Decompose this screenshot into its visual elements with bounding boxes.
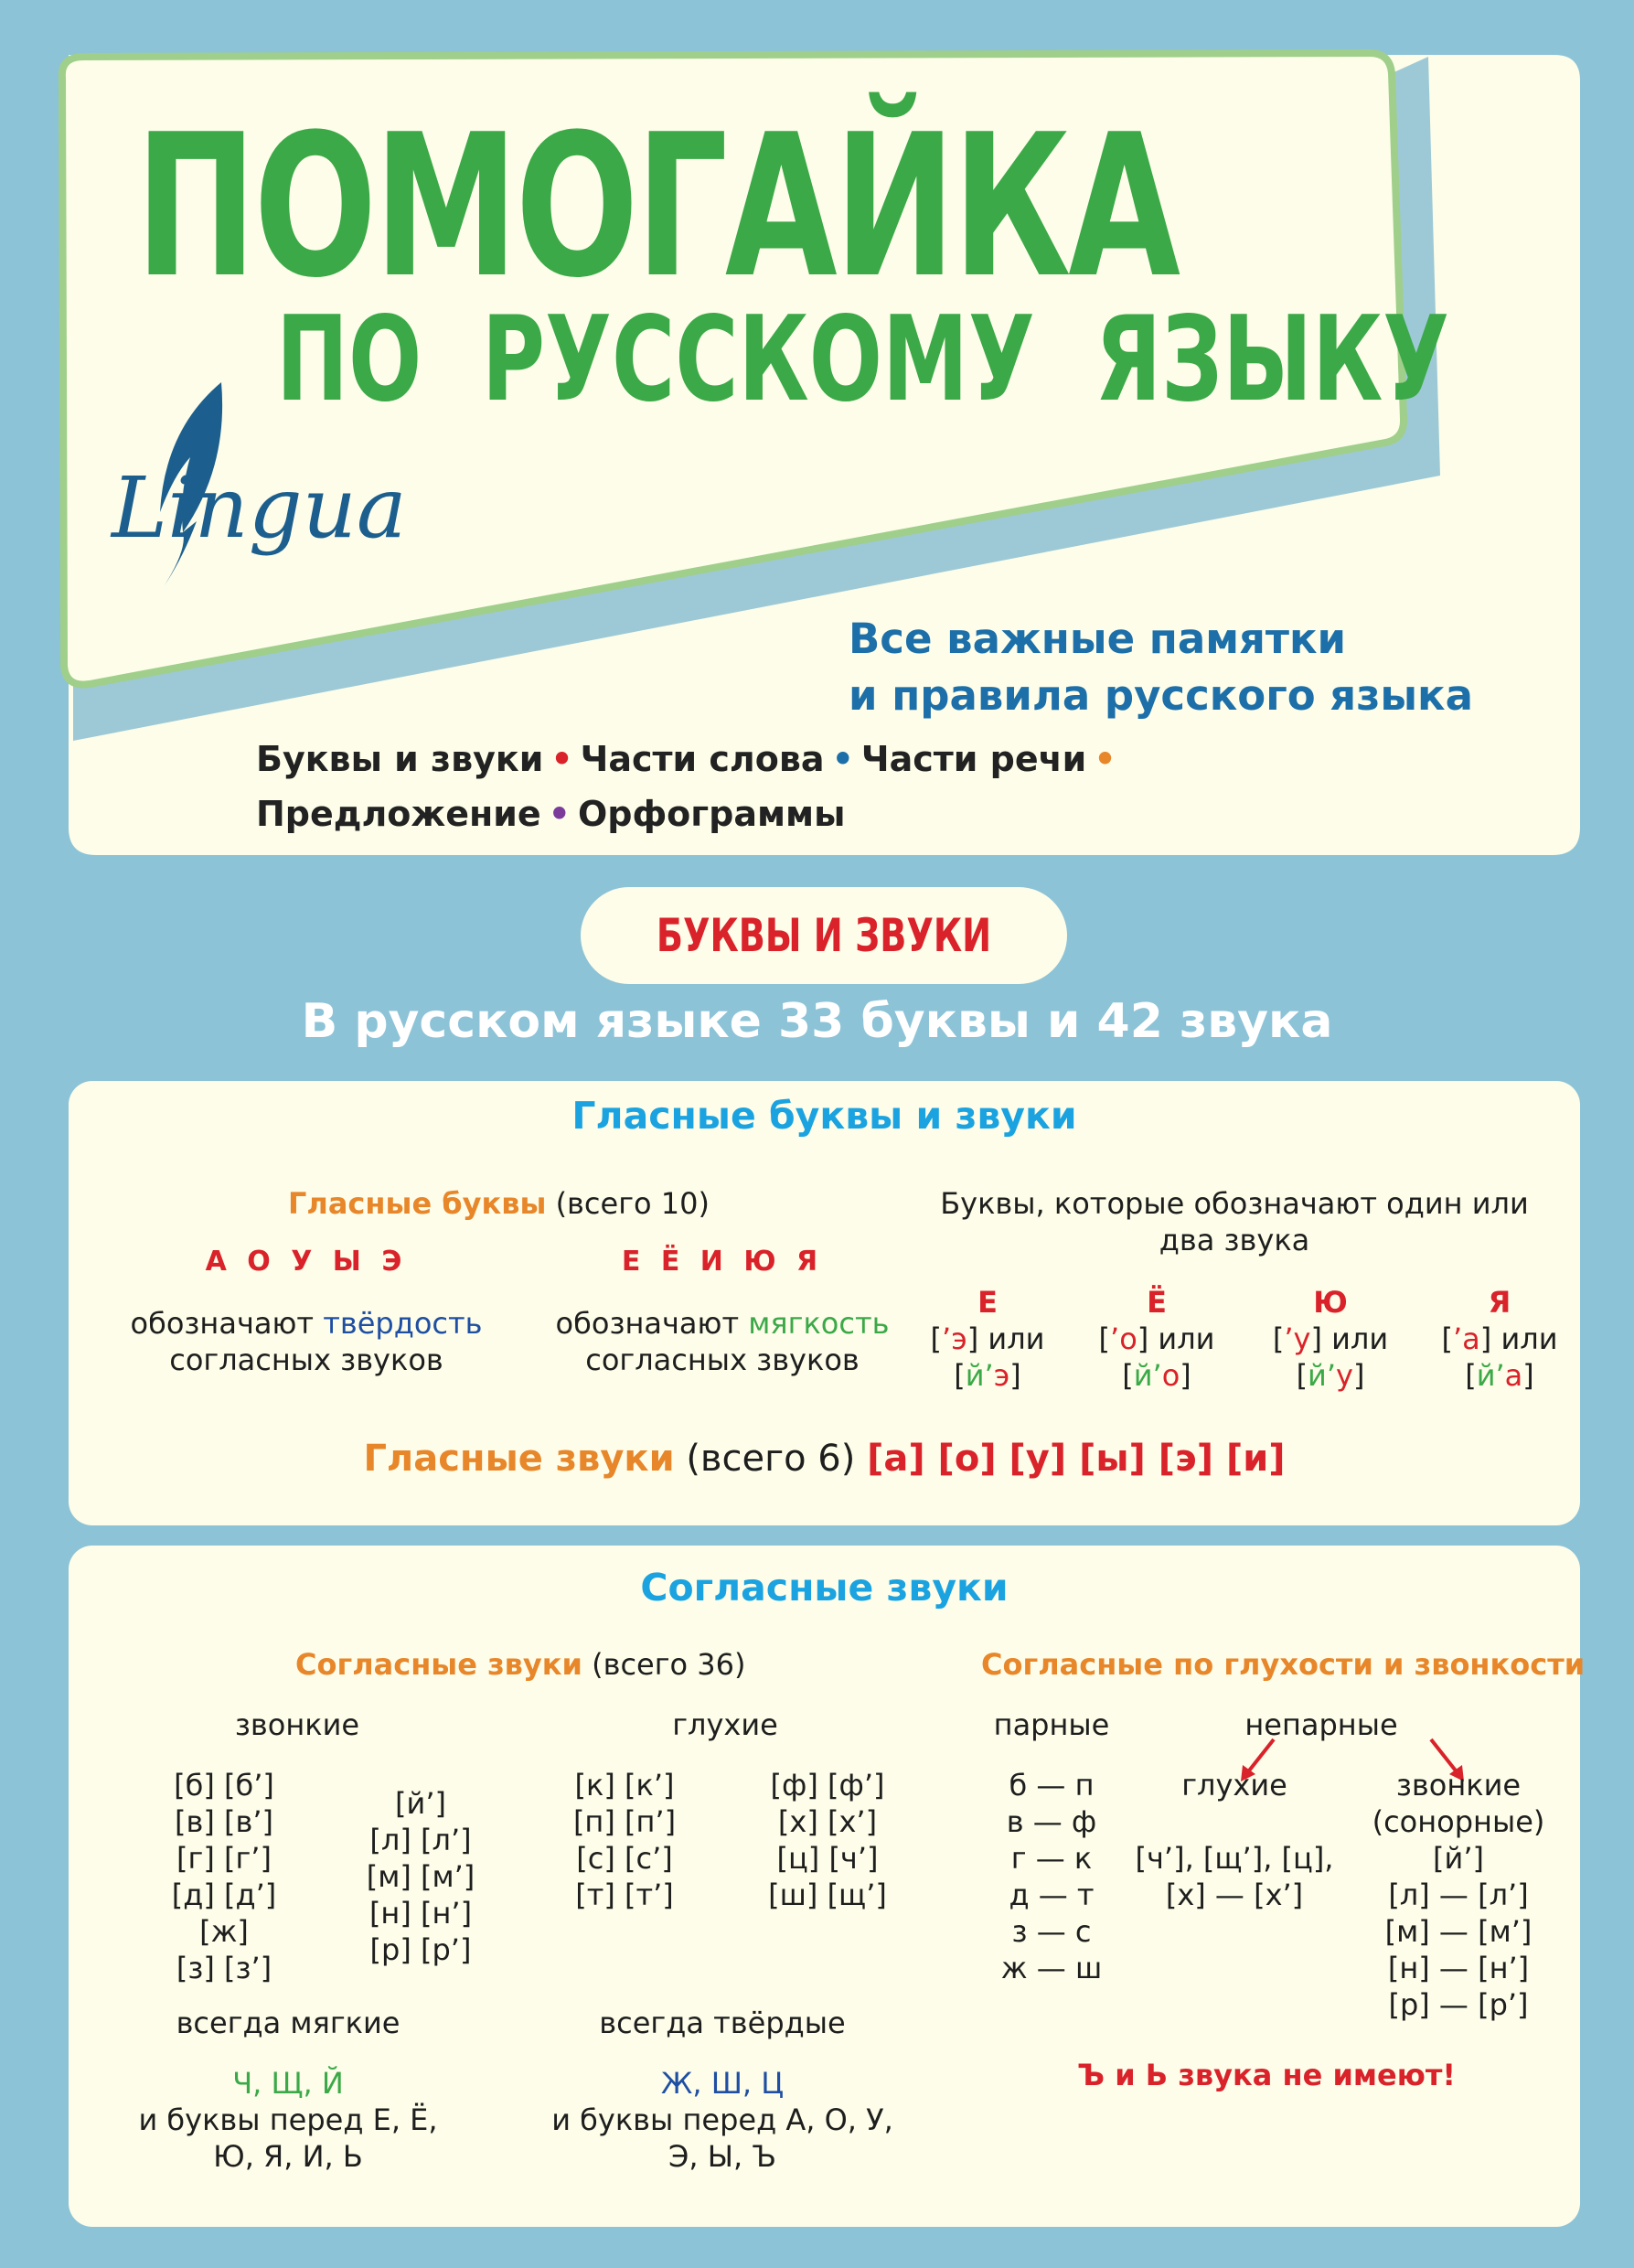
sound-pair: [л] [л’]: [369, 1823, 472, 1857]
unpaired-voiced-label: звонкие: [1395, 1768, 1522, 1803]
sound-pair: [б] [б’]: [174, 1768, 274, 1803]
section-intro: В русском языке 33 буквы и 42 звука: [301, 994, 1333, 1049]
two-sound-letter-e: Е [’э] или [й’э]: [910, 1284, 1065, 1394]
unpaired-voiced-item: [н] — [н’]: [1387, 1951, 1530, 1985]
bullet-dot-icon: •: [831, 739, 854, 779]
topic: Орфограммы: [577, 794, 846, 834]
yot: й’: [965, 1358, 994, 1393]
sound-pair: [ш] [щ’]: [768, 1878, 887, 1912]
header-subtitle: [849, 611, 1543, 724]
yot: й’: [1308, 1358, 1337, 1393]
vowel-sounds-line: [69, 1438, 1580, 1480]
pair-item: в — ф: [1006, 1804, 1097, 1839]
vowel-sounds-list: [а] [о] [у] [ы] [э] [и]: [867, 1438, 1286, 1480]
soft-vowel-letters: Е Ё И Ю Я: [621, 1246, 824, 1278]
topic: Части речи: [860, 739, 1087, 779]
unpaired-voiced-item: [м] — [м’]: [1384, 1914, 1533, 1949]
subtitle-line2: и правила русского языка: [849, 671, 1473, 720]
sound-pair: [д] [д’]: [171, 1878, 277, 1912]
consonants-count-heading: [295, 1646, 745, 1683]
section-title-pill: [581, 887, 1067, 984]
vowel: э: [993, 1358, 1010, 1393]
hard-vowel-letters: А О У Ы Э: [205, 1246, 408, 1278]
title-main: ПОМОГАЙКА: [135, 91, 1178, 321]
always-soft-letters: Ч, Щ, Й: [232, 2066, 344, 2101]
pairs-title: Согласные по глухости и звонкости: [981, 1647, 1586, 1682]
sound-pair: [т] [т’]: [575, 1878, 674, 1912]
always-soft-note: и буквы перед Е, Ё, Ю, Я, И, Ь: [138, 2102, 438, 2174]
hard-text-post: согласных звуков: [169, 1343, 443, 1377]
or-word: или: [988, 1321, 1045, 1356]
sound-pair: [ж]: [199, 1914, 249, 1949]
pair-item: г — к: [1010, 1841, 1093, 1876]
sound-pair: [к] [к’]: [574, 1768, 675, 1803]
hard-word: твёрдость: [323, 1306, 483, 1341]
pair-item: з — с: [1011, 1914, 1092, 1949]
voiceless-column-1: [542, 1767, 707, 1913]
vowel: а: [1504, 1358, 1523, 1393]
vowel: а: [1462, 1321, 1480, 1356]
unpaired-voiceless-item: [х] — [х’]: [1165, 1878, 1304, 1912]
sound-pair: [ф] [ф’]: [770, 1768, 885, 1803]
consonants-count: (всего 36): [592, 1647, 746, 1682]
letter: Ё: [1147, 1285, 1167, 1320]
soft-text-pre: обозначают: [555, 1306, 740, 1341]
sound-pair: [с] [с’]: [576, 1841, 673, 1876]
soft-text-post: согласных звуков: [585, 1343, 860, 1377]
two-sound-letter-ya: Я [’а] или [й’а]: [1422, 1284, 1577, 1394]
vowel: э: [951, 1321, 967, 1356]
or-word: или: [1331, 1321, 1389, 1356]
vowel: у: [1336, 1358, 1353, 1393]
always-hard-label: всегда твёрдые: [599, 2006, 846, 2040]
topics-list: [256, 732, 1170, 841]
sound-pair: [ц] [ч’]: [776, 1841, 879, 1876]
vowel: о: [1119, 1321, 1137, 1356]
voiced-column-1: [142, 1767, 306, 1986]
unpaired-voiced-sub: (сонорные): [1372, 1804, 1545, 1839]
vowels-title: Гласные буквы и звуки: [571, 1094, 1077, 1138]
unpaired-voiceless-block: [1111, 1767, 1358, 1913]
topic: Предложение: [256, 794, 541, 834]
vowel-letters-label: Гласные буквы: [288, 1186, 547, 1221]
pair-item: б — п: [1009, 1768, 1095, 1803]
bullet-dot-icon: •: [550, 739, 573, 779]
yot: й’: [1476, 1358, 1505, 1393]
sound-pair: [з] [з’]: [176, 1951, 272, 1985]
letter: Ю: [1313, 1285, 1348, 1320]
consonants-card: [69, 1546, 1586, 2227]
sound-pair: [р] [р’]: [369, 1932, 472, 1967]
sound-pair: [п] [п’]: [572, 1804, 677, 1839]
voiceless-column-2: [745, 1767, 910, 1913]
paired-label: парные: [993, 1707, 1110, 1742]
topic: Буквы и звуки: [256, 739, 544, 779]
sound-pair: [н] [н’]: [368, 1896, 473, 1931]
no-sound-note: Ъ и Ь звука не имеют!: [1077, 2058, 1456, 2092]
bullet-dot-icon: •: [548, 794, 571, 834]
always-hard-letters: Ж, Ш, Ц: [660, 2066, 785, 2101]
voiced-label: звонкие: [234, 1707, 360, 1742]
title-sub: ПО РУССКОМУ ЯЗЫКУ: [276, 292, 1450, 428]
two-sound-letter-yo: Ё [’о] или [й’о]: [1079, 1284, 1234, 1394]
pair-item: ж — ш: [1000, 1951, 1103, 1985]
consonants-count-label: Согласные звуки: [295, 1647, 582, 1682]
yot: й’: [1133, 1358, 1162, 1393]
sound-pair: [х] [х’]: [777, 1804, 878, 1839]
two-sound-letter-yu: Ю [’у] или [й’у]: [1253, 1284, 1408, 1394]
hard-text-pre: обозначают: [130, 1306, 315, 1341]
vowel-sounds-count: (всего 6): [686, 1438, 856, 1480]
letter: Е: [977, 1285, 998, 1320]
unpaired-voiced-item: [й’]: [1433, 1841, 1484, 1876]
unpaired-voiceless-item: [ч’], [щ’], [ц],: [1135, 1841, 1334, 1876]
letter: Я: [1488, 1285, 1511, 1320]
sound-pair: [г] [г’]: [176, 1841, 272, 1876]
unpaired-label: непарные: [1244, 1707, 1398, 1742]
sound-pair: [в] [в’]: [175, 1804, 273, 1839]
subtitle-line1: Все важные памятки: [849, 615, 1347, 663]
vowel-letters-count: (всего 10): [555, 1186, 710, 1221]
vowel-letters-heading: [288, 1185, 710, 1222]
section-title: БУКВЫ И ЗВУКИ: [656, 909, 992, 962]
hard-vowels-column: [96, 1246, 517, 1378]
soft-word: мягкость: [748, 1306, 890, 1341]
vowel-sounds-label: Гласные звуки: [363, 1438, 675, 1480]
voiced-column-2: [338, 1785, 503, 1968]
bullet-dot-icon: •: [1094, 739, 1116, 779]
always-hard-note: и буквы перед А, О, У, Э, Ы, Ъ: [551, 2102, 893, 2174]
publisher-logo: Lingua: [112, 459, 407, 557]
or-word: или: [1501, 1321, 1558, 1356]
unpaired-voiced-item: [л] — [л’]: [1388, 1878, 1529, 1912]
always-soft-label: всегда мягкие: [176, 2006, 400, 2040]
vowel: о: [1161, 1358, 1180, 1393]
voiceless-label: глухие: [672, 1707, 778, 1742]
always-soft-block: [123, 2005, 453, 2175]
or-word: или: [1158, 1321, 1215, 1356]
topic: Части слова: [580, 739, 825, 779]
always-hard-block: [539, 2005, 905, 2175]
sound-pair: [й’]: [395, 1786, 446, 1821]
vowel: у: [1293, 1321, 1311, 1356]
consonants-title: Согласные звуки: [640, 1566, 1009, 1610]
sound-pair: [м] [м’]: [366, 1859, 475, 1894]
pair-item: д — т: [1009, 1878, 1095, 1912]
unpaired-voiced-item: [р] — [р’]: [1388, 1987, 1529, 2022]
vowels-card: [69, 1081, 1580, 1525]
unpaired-voiced-block: [1349, 1767, 1568, 2023]
two-sound-title: Буквы, которые обозначают один или два звука: [940, 1186, 1529, 1257]
soft-vowels-column: [517, 1246, 928, 1378]
unpaired-voiceless-label: глухие: [1181, 1768, 1287, 1803]
